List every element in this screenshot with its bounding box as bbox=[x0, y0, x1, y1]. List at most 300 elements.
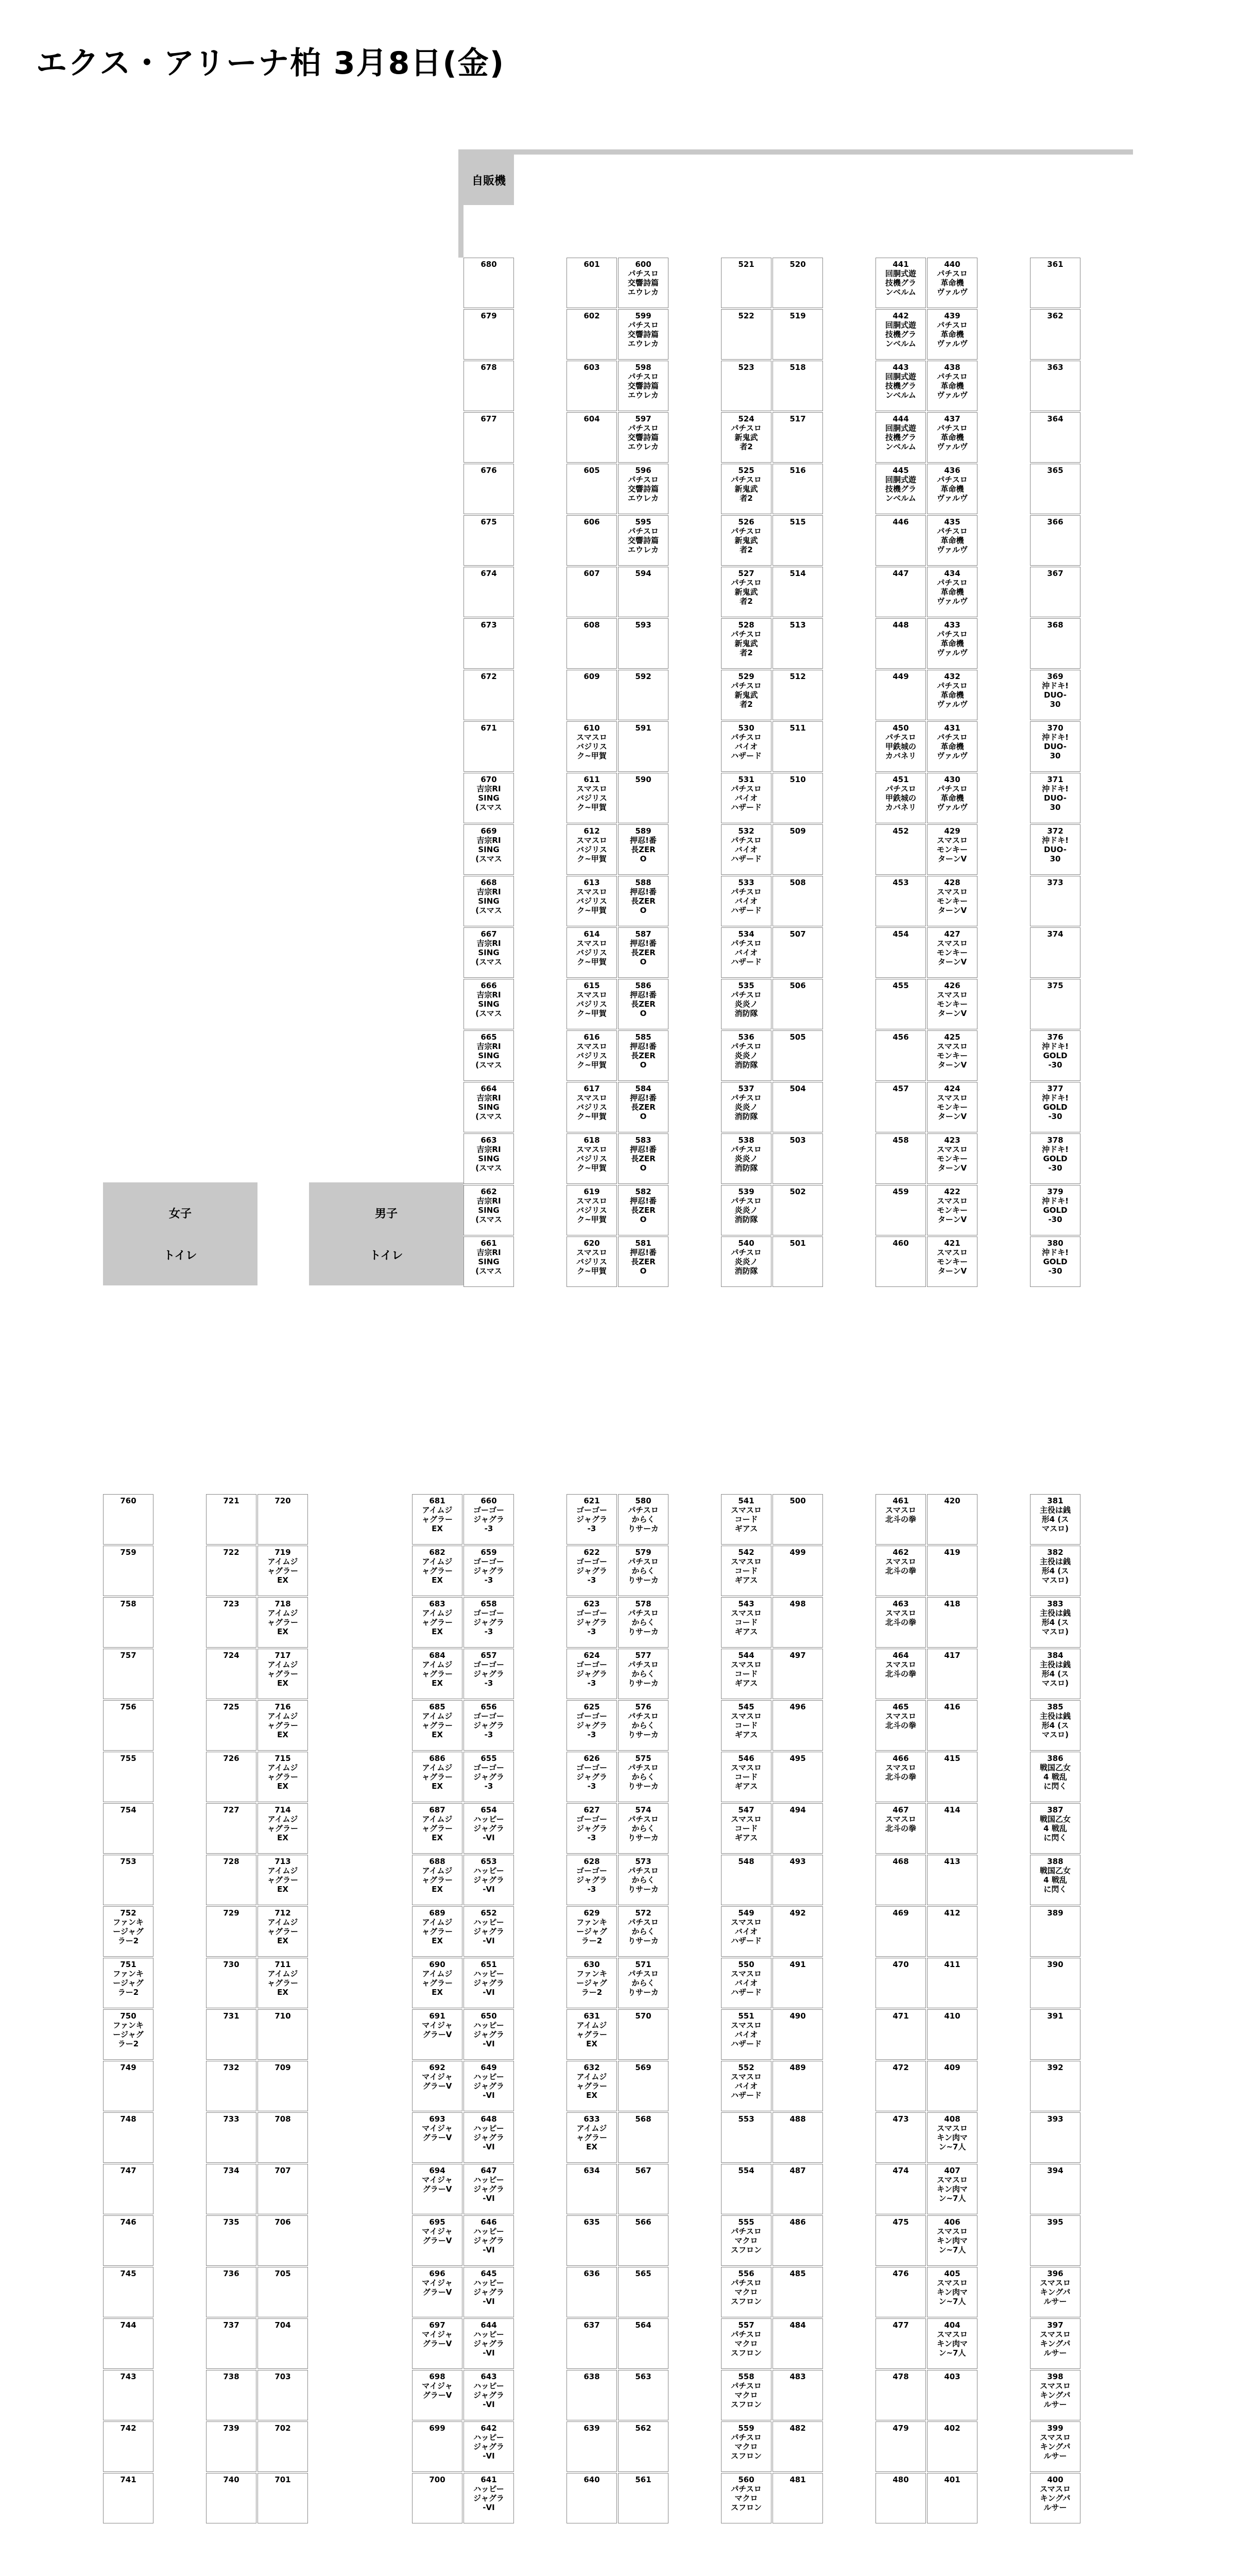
machine-seat[interactable] bbox=[772, 773, 823, 823]
machine-seat[interactable] bbox=[876, 2215, 926, 2266]
machine-seat[interactable] bbox=[876, 979, 926, 1029]
machine-seat[interactable] bbox=[772, 2112, 823, 2163]
machine-seat[interactable] bbox=[103, 2473, 153, 2523]
machine-seat[interactable] bbox=[927, 670, 977, 720]
machine-seat[interactable] bbox=[566, 361, 617, 411]
machine-seat[interactable] bbox=[618, 824, 668, 875]
machine-seat[interactable] bbox=[566, 824, 617, 875]
machine-seat[interactable] bbox=[464, 773, 514, 823]
machine-seat[interactable] bbox=[103, 1700, 153, 1751]
machine-seat[interactable] bbox=[258, 2009, 308, 2060]
machine-seat[interactable] bbox=[618, 1597, 668, 1648]
machine-seat[interactable] bbox=[618, 876, 668, 926]
machine-seat[interactable] bbox=[927, 515, 977, 566]
machine-seat[interactable] bbox=[876, 1133, 926, 1184]
machine-seat[interactable] bbox=[412, 2421, 462, 2472]
machine-seat[interactable] bbox=[772, 2370, 823, 2420]
machine-seat[interactable] bbox=[721, 1803, 771, 1854]
machine-seat[interactable] bbox=[258, 2370, 308, 2420]
machine-seat[interactable] bbox=[876, 1752, 926, 1802]
machine-seat[interactable] bbox=[876, 2318, 926, 2369]
machine-seat[interactable] bbox=[464, 412, 514, 463]
machine-seat[interactable] bbox=[772, 824, 823, 875]
machine-seat[interactable] bbox=[103, 1958, 153, 2008]
machine-seat[interactable] bbox=[772, 258, 823, 308]
machine-seat[interactable] bbox=[927, 2061, 977, 2111]
machine-seat[interactable] bbox=[412, 1958, 462, 2008]
machine-seat[interactable] bbox=[721, 1855, 771, 1905]
machine-seat[interactable] bbox=[412, 1649, 462, 1699]
machine-seat[interactable] bbox=[772, 618, 823, 669]
machine-seat[interactable] bbox=[412, 2473, 462, 2523]
machine-seat[interactable] bbox=[206, 1546, 256, 1596]
machine-seat[interactable] bbox=[1030, 1185, 1080, 1235]
machine-seat[interactable] bbox=[618, 515, 668, 566]
machine-seat[interactable] bbox=[1030, 670, 1080, 720]
machine-seat[interactable] bbox=[412, 1546, 462, 1596]
machine-seat[interactable] bbox=[927, 361, 977, 411]
machine-seat[interactable] bbox=[721, 258, 771, 308]
machine-seat[interactable] bbox=[566, 1133, 617, 1184]
machine-seat[interactable] bbox=[206, 1597, 256, 1648]
machine-seat[interactable] bbox=[618, 1958, 668, 2008]
machine-seat[interactable] bbox=[1030, 412, 1080, 463]
machine-seat[interactable] bbox=[1030, 258, 1080, 308]
machine-seat[interactable] bbox=[1030, 1236, 1080, 1287]
machine-seat[interactable] bbox=[772, 1855, 823, 1905]
machine-seat[interactable] bbox=[1030, 2112, 1080, 2163]
machine-seat[interactable] bbox=[618, 2473, 668, 2523]
machine-seat[interactable] bbox=[464, 670, 514, 720]
machine-seat[interactable] bbox=[206, 2164, 256, 2214]
machine-seat[interactable] bbox=[1030, 1906, 1080, 1957]
machine-seat[interactable] bbox=[876, 2164, 926, 2214]
machine-seat[interactable] bbox=[1030, 773, 1080, 823]
machine-seat[interactable] bbox=[772, 1597, 823, 1648]
machine-seat[interactable] bbox=[927, 1752, 977, 1802]
machine-seat[interactable] bbox=[1030, 1700, 1080, 1751]
machine-seat[interactable] bbox=[1030, 1494, 1080, 1545]
machine-seat[interactable] bbox=[772, 2267, 823, 2317]
machine-seat[interactable] bbox=[772, 1236, 823, 1287]
machine-seat[interactable] bbox=[1030, 567, 1080, 617]
machine-seat[interactable] bbox=[618, 1752, 668, 1802]
machine-seat[interactable] bbox=[566, 979, 617, 1029]
machine-seat[interactable] bbox=[927, 309, 977, 360]
machine-seat[interactable] bbox=[772, 2473, 823, 2523]
machine-seat[interactable] bbox=[464, 2215, 514, 2266]
machine-seat[interactable] bbox=[927, 773, 977, 823]
machine-seat[interactable] bbox=[1030, 2370, 1080, 2420]
machine-seat[interactable] bbox=[566, 1752, 617, 1802]
machine-seat[interactable] bbox=[927, 618, 977, 669]
machine-seat[interactable] bbox=[721, 1236, 771, 1287]
machine-seat[interactable] bbox=[927, 2370, 977, 2420]
machine-seat[interactable] bbox=[206, 2421, 256, 2472]
machine-seat[interactable] bbox=[772, 1958, 823, 2008]
machine-seat[interactable] bbox=[412, 2112, 462, 2163]
machine-seat[interactable] bbox=[464, 1752, 514, 1802]
machine-seat[interactable] bbox=[566, 1906, 617, 1957]
machine-seat[interactable] bbox=[876, 2061, 926, 2111]
machine-seat[interactable] bbox=[206, 2267, 256, 2317]
machine-seat[interactable] bbox=[876, 2473, 926, 2523]
machine-seat[interactable] bbox=[876, 824, 926, 875]
machine-seat[interactable] bbox=[103, 2421, 153, 2472]
machine-seat[interactable] bbox=[876, 1803, 926, 1854]
machine-seat[interactable] bbox=[721, 2061, 771, 2111]
machine-seat[interactable] bbox=[772, 721, 823, 772]
machine-seat[interactable] bbox=[721, 2267, 771, 2317]
machine-seat[interactable] bbox=[876, 258, 926, 308]
machine-seat[interactable] bbox=[1030, 1030, 1080, 1081]
machine-seat[interactable] bbox=[876, 927, 926, 978]
machine-seat[interactable] bbox=[566, 876, 617, 926]
machine-seat[interactable] bbox=[772, 2009, 823, 2060]
machine-seat[interactable] bbox=[464, 309, 514, 360]
machine-seat[interactable] bbox=[876, 1958, 926, 2008]
machine-seat[interactable] bbox=[258, 2061, 308, 2111]
machine-seat[interactable] bbox=[618, 773, 668, 823]
machine-seat[interactable] bbox=[103, 1855, 153, 1905]
machine-seat[interactable] bbox=[721, 876, 771, 926]
machine-seat[interactable] bbox=[772, 1803, 823, 1854]
machine-seat[interactable] bbox=[1030, 2009, 1080, 2060]
machine-seat[interactable] bbox=[103, 1494, 153, 1545]
machine-seat[interactable] bbox=[927, 1803, 977, 1854]
machine-seat[interactable] bbox=[876, 309, 926, 360]
machine-seat[interactable] bbox=[464, 2009, 514, 2060]
machine-seat[interactable] bbox=[721, 2318, 771, 2369]
machine-seat[interactable] bbox=[464, 1236, 514, 1287]
machine-seat[interactable] bbox=[566, 515, 617, 566]
machine-seat[interactable] bbox=[618, 2267, 668, 2317]
machine-seat[interactable] bbox=[412, 2267, 462, 2317]
machine-seat[interactable] bbox=[772, 464, 823, 514]
machine-seat[interactable] bbox=[927, 2112, 977, 2163]
machine-seat[interactable] bbox=[103, 2061, 153, 2111]
machine-seat[interactable] bbox=[772, 2215, 823, 2266]
machine-seat[interactable] bbox=[566, 309, 617, 360]
machine-seat[interactable] bbox=[618, 618, 668, 669]
machine-seat[interactable] bbox=[618, 2009, 668, 2060]
machine-seat[interactable] bbox=[566, 721, 617, 772]
machine-seat[interactable] bbox=[721, 2009, 771, 2060]
machine-seat[interactable] bbox=[721, 361, 771, 411]
machine-seat[interactable] bbox=[618, 670, 668, 720]
machine-seat[interactable] bbox=[618, 361, 668, 411]
machine-seat[interactable] bbox=[1030, 927, 1080, 978]
machine-seat[interactable] bbox=[1030, 1752, 1080, 1802]
machine-seat[interactable] bbox=[772, 1185, 823, 1235]
machine-seat[interactable] bbox=[618, 1082, 668, 1132]
machine-seat[interactable] bbox=[464, 2061, 514, 2111]
machine-seat[interactable] bbox=[618, 412, 668, 463]
machine-seat[interactable] bbox=[721, 2370, 771, 2420]
machine-seat[interactable] bbox=[772, 1546, 823, 1596]
machine-seat[interactable] bbox=[927, 2318, 977, 2369]
machine-seat[interactable] bbox=[1030, 1082, 1080, 1132]
machine-seat[interactable] bbox=[927, 1082, 977, 1132]
machine-seat[interactable] bbox=[566, 1546, 617, 1596]
machine-seat[interactable] bbox=[566, 1030, 617, 1081]
machine-seat[interactable] bbox=[464, 464, 514, 514]
machine-seat[interactable] bbox=[566, 1185, 617, 1235]
machine-seat[interactable] bbox=[876, 1649, 926, 1699]
machine-seat[interactable] bbox=[566, 2370, 617, 2420]
machine-seat[interactable] bbox=[927, 1649, 977, 1699]
machine-seat[interactable] bbox=[412, 2009, 462, 2060]
machine-seat[interactable] bbox=[772, 1082, 823, 1132]
machine-seat[interactable] bbox=[103, 2318, 153, 2369]
machine-seat[interactable] bbox=[1030, 979, 1080, 1029]
machine-seat[interactable] bbox=[103, 1803, 153, 1854]
machine-seat[interactable] bbox=[618, 464, 668, 514]
machine-seat[interactable] bbox=[721, 1752, 771, 1802]
machine-seat[interactable] bbox=[464, 1546, 514, 1596]
machine-seat[interactable] bbox=[721, 1597, 771, 1648]
machine-seat[interactable] bbox=[1030, 464, 1080, 514]
machine-seat[interactable] bbox=[772, 2421, 823, 2472]
machine-seat[interactable] bbox=[412, 1494, 462, 1545]
machine-seat[interactable] bbox=[721, 2473, 771, 2523]
machine-seat[interactable] bbox=[721, 2112, 771, 2163]
machine-seat[interactable] bbox=[618, 2421, 668, 2472]
machine-seat[interactable] bbox=[464, 1133, 514, 1184]
machine-seat[interactable] bbox=[772, 1494, 823, 1545]
machine-seat[interactable] bbox=[772, 979, 823, 1029]
machine-seat[interactable] bbox=[464, 2421, 514, 2472]
machine-seat[interactable] bbox=[618, 1700, 668, 1751]
machine-seat[interactable] bbox=[1030, 1649, 1080, 1699]
machine-seat[interactable] bbox=[1030, 2318, 1080, 2369]
machine-seat[interactable] bbox=[464, 2370, 514, 2420]
machine-seat[interactable] bbox=[618, 1803, 668, 1854]
machine-seat[interactable] bbox=[566, 1597, 617, 1648]
machine-seat[interactable] bbox=[927, 1958, 977, 2008]
machine-seat[interactable] bbox=[566, 2061, 617, 2111]
machine-seat[interactable] bbox=[927, 2421, 977, 2472]
machine-seat[interactable] bbox=[927, 876, 977, 926]
machine-seat[interactable] bbox=[618, 1236, 668, 1287]
machine-seat[interactable] bbox=[206, 2061, 256, 2111]
machine-seat[interactable] bbox=[258, 2421, 308, 2472]
machine-seat[interactable] bbox=[721, 2164, 771, 2214]
machine-seat[interactable] bbox=[258, 1958, 308, 2008]
machine-seat[interactable] bbox=[464, 361, 514, 411]
machine-seat[interactable] bbox=[876, 464, 926, 514]
machine-seat[interactable] bbox=[721, 979, 771, 1029]
machine-seat[interactable] bbox=[721, 309, 771, 360]
machine-seat[interactable] bbox=[772, 1030, 823, 1081]
machine-seat[interactable] bbox=[412, 1855, 462, 1905]
machine-seat[interactable] bbox=[772, 567, 823, 617]
machine-seat[interactable] bbox=[464, 1958, 514, 2008]
machine-seat[interactable] bbox=[618, 567, 668, 617]
machine-seat[interactable] bbox=[566, 1082, 617, 1132]
machine-seat[interactable] bbox=[258, 1855, 308, 1905]
machine-seat[interactable] bbox=[464, 1185, 514, 1235]
machine-seat[interactable] bbox=[206, 2473, 256, 2523]
machine-seat[interactable] bbox=[721, 773, 771, 823]
machine-seat[interactable] bbox=[927, 1546, 977, 1596]
machine-seat[interactable] bbox=[464, 618, 514, 669]
machine-seat[interactable] bbox=[566, 1494, 617, 1545]
machine-seat[interactable] bbox=[566, 2164, 617, 2214]
machine-seat[interactable] bbox=[876, 2370, 926, 2420]
machine-seat[interactable] bbox=[103, 2370, 153, 2420]
machine-seat[interactable] bbox=[258, 1700, 308, 1751]
machine-seat[interactable] bbox=[618, 2370, 668, 2420]
machine-seat[interactable] bbox=[258, 2318, 308, 2369]
machine-seat[interactable] bbox=[721, 1958, 771, 2008]
machine-seat[interactable] bbox=[1030, 361, 1080, 411]
machine-seat[interactable] bbox=[876, 2112, 926, 2163]
machine-seat[interactable] bbox=[927, 1700, 977, 1751]
machine-seat[interactable] bbox=[1030, 2473, 1080, 2523]
machine-seat[interactable] bbox=[618, 1030, 668, 1081]
machine-seat[interactable] bbox=[566, 258, 617, 308]
machine-seat[interactable] bbox=[772, 361, 823, 411]
machine-seat[interactable] bbox=[464, 979, 514, 1029]
machine-seat[interactable] bbox=[258, 1906, 308, 1957]
machine-seat[interactable] bbox=[927, 1494, 977, 1545]
machine-seat[interactable] bbox=[1030, 1597, 1080, 1648]
machine-seat[interactable] bbox=[258, 2473, 308, 2523]
machine-seat[interactable] bbox=[721, 1030, 771, 1081]
machine-seat[interactable] bbox=[464, 927, 514, 978]
machine-seat[interactable] bbox=[772, 1752, 823, 1802]
machine-seat[interactable] bbox=[206, 1494, 256, 1545]
machine-seat[interactable] bbox=[464, 824, 514, 875]
machine-seat[interactable] bbox=[464, 515, 514, 566]
machine-seat[interactable] bbox=[206, 1958, 256, 2008]
machine-seat[interactable] bbox=[464, 876, 514, 926]
machine-seat[interactable] bbox=[927, 412, 977, 463]
machine-seat[interactable] bbox=[464, 1082, 514, 1132]
machine-seat[interactable] bbox=[618, 721, 668, 772]
machine-seat[interactable] bbox=[721, 618, 771, 669]
machine-seat[interactable] bbox=[206, 2318, 256, 2369]
machine-seat[interactable] bbox=[566, 567, 617, 617]
machine-seat[interactable] bbox=[566, 464, 617, 514]
machine-seat[interactable] bbox=[772, 309, 823, 360]
machine-seat[interactable] bbox=[103, 1906, 153, 1957]
machine-seat[interactable] bbox=[412, 1803, 462, 1854]
machine-seat[interactable] bbox=[464, 1030, 514, 1081]
machine-seat[interactable] bbox=[412, 1752, 462, 1802]
machine-seat[interactable] bbox=[1030, 515, 1080, 566]
machine-seat[interactable] bbox=[772, 2318, 823, 2369]
machine-seat[interactable] bbox=[566, 1649, 617, 1699]
machine-seat[interactable] bbox=[412, 2370, 462, 2420]
machine-seat[interactable] bbox=[927, 1185, 977, 1235]
machine-seat[interactable] bbox=[1030, 1546, 1080, 1596]
machine-seat[interactable] bbox=[927, 721, 977, 772]
machine-seat[interactable] bbox=[721, 567, 771, 617]
machine-seat[interactable] bbox=[772, 670, 823, 720]
machine-seat[interactable] bbox=[876, 2267, 926, 2317]
machine-seat[interactable] bbox=[103, 1546, 153, 1596]
machine-seat[interactable] bbox=[1030, 876, 1080, 926]
machine-seat[interactable] bbox=[206, 1700, 256, 1751]
machine-seat[interactable] bbox=[258, 1494, 308, 1545]
machine-seat[interactable] bbox=[618, 258, 668, 308]
machine-seat[interactable] bbox=[464, 258, 514, 308]
machine-seat[interactable] bbox=[566, 2421, 617, 2472]
machine-seat[interactable] bbox=[1030, 2164, 1080, 2214]
machine-seat[interactable] bbox=[566, 927, 617, 978]
machine-seat[interactable] bbox=[876, 361, 926, 411]
machine-seat[interactable] bbox=[258, 1752, 308, 1802]
machine-seat[interactable] bbox=[927, 1906, 977, 1957]
machine-seat[interactable] bbox=[876, 1494, 926, 1545]
machine-seat[interactable] bbox=[876, 721, 926, 772]
machine-seat[interactable] bbox=[412, 2164, 462, 2214]
machine-seat[interactable] bbox=[258, 1546, 308, 1596]
machine-seat[interactable] bbox=[464, 1494, 514, 1545]
machine-seat[interactable] bbox=[927, 567, 977, 617]
machine-seat[interactable] bbox=[721, 412, 771, 463]
machine-seat[interactable] bbox=[721, 1133, 771, 1184]
machine-seat[interactable] bbox=[927, 1236, 977, 1287]
machine-seat[interactable] bbox=[1030, 721, 1080, 772]
machine-seat[interactable] bbox=[721, 1082, 771, 1132]
machine-seat[interactable] bbox=[927, 2267, 977, 2317]
machine-seat[interactable] bbox=[206, 2370, 256, 2420]
machine-seat[interactable] bbox=[876, 1546, 926, 1596]
machine-seat[interactable] bbox=[618, 2061, 668, 2111]
machine-seat[interactable] bbox=[566, 1958, 617, 2008]
machine-seat[interactable] bbox=[876, 1906, 926, 1957]
machine-seat[interactable] bbox=[876, 618, 926, 669]
machine-seat[interactable] bbox=[927, 2164, 977, 2214]
machine-seat[interactable] bbox=[206, 2009, 256, 2060]
machine-seat[interactable] bbox=[876, 1855, 926, 1905]
machine-seat[interactable] bbox=[412, 1700, 462, 1751]
machine-seat[interactable] bbox=[876, 2009, 926, 2060]
machine-seat[interactable] bbox=[258, 2164, 308, 2214]
machine-seat[interactable] bbox=[464, 1700, 514, 1751]
machine-seat[interactable] bbox=[876, 515, 926, 566]
machine-seat[interactable] bbox=[1030, 2421, 1080, 2472]
machine-seat[interactable] bbox=[1030, 1803, 1080, 1854]
machine-seat[interactable] bbox=[258, 1649, 308, 1699]
machine-seat[interactable] bbox=[618, 1906, 668, 1957]
machine-seat[interactable] bbox=[618, 1855, 668, 1905]
machine-seat[interactable] bbox=[721, 464, 771, 514]
machine-seat[interactable] bbox=[1030, 309, 1080, 360]
machine-seat[interactable] bbox=[206, 1855, 256, 1905]
machine-seat[interactable] bbox=[927, 464, 977, 514]
machine-seat[interactable] bbox=[618, 1546, 668, 1596]
machine-seat[interactable] bbox=[1030, 618, 1080, 669]
machine-seat[interactable] bbox=[464, 1906, 514, 1957]
machine-seat[interactable] bbox=[412, 2215, 462, 2266]
machine-seat[interactable] bbox=[721, 824, 771, 875]
machine-seat[interactable] bbox=[927, 2215, 977, 2266]
machine-seat[interactable] bbox=[464, 2267, 514, 2317]
machine-seat[interactable] bbox=[566, 2215, 617, 2266]
machine-seat[interactable] bbox=[103, 2009, 153, 2060]
machine-seat[interactable] bbox=[618, 1649, 668, 1699]
machine-seat[interactable] bbox=[927, 824, 977, 875]
machine-seat[interactable] bbox=[206, 1752, 256, 1802]
machine-seat[interactable] bbox=[258, 2112, 308, 2163]
machine-seat[interactable] bbox=[566, 1236, 617, 1287]
machine-seat[interactable] bbox=[927, 979, 977, 1029]
machine-seat[interactable] bbox=[464, 721, 514, 772]
